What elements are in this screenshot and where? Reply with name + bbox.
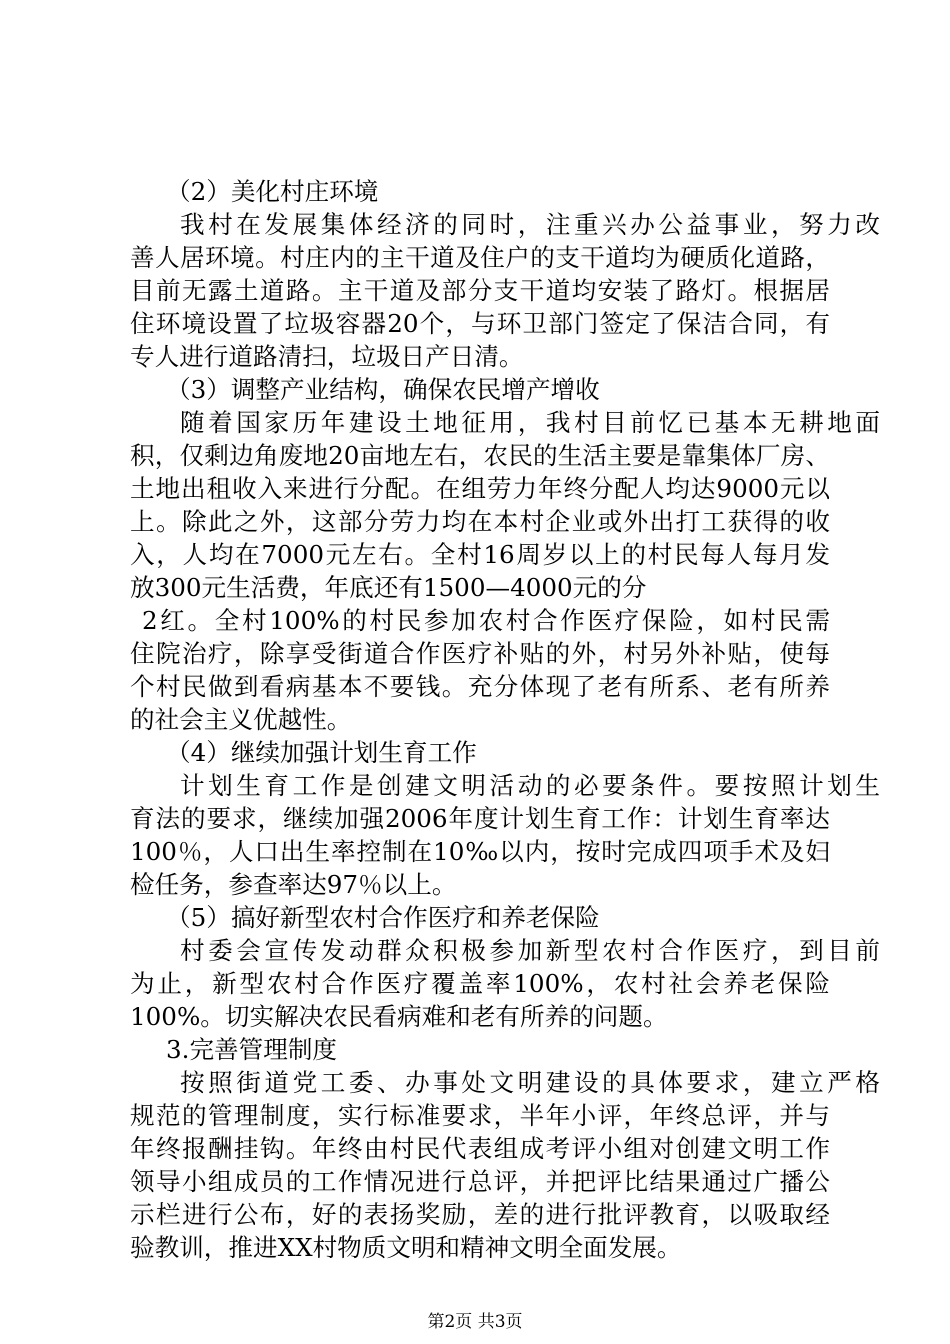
- paragraph-line: 100％，人口出生率控制在10‰以内，按时完成四项手术及妇: [130, 837, 830, 866]
- section-heading-beautify-village: （2）美化村庄环境: [166, 177, 379, 206]
- paragraph-line: 土地出租收入来进行分配。在组劳力年终分配人均达9000元以: [130, 474, 830, 503]
- paragraph-line: 年终报酬挂钩。年终由村民代表组成考评小组对创建文明工作: [130, 1134, 830, 1163]
- paragraph-line: 积，仅剩边角废地20亩地左右，农民的生活主要是靠集体厂房、: [130, 441, 830, 470]
- paragraph-line: 验教训，推进XX村物质文明和精神文明全面发展。: [130, 1233, 682, 1262]
- section-heading-management-system: 3.完善管理制度: [166, 1035, 338, 1064]
- paragraph-line: 善人居环境。村庄内的主干道及住户的支干道均为硬质化道路，: [130, 243, 830, 272]
- paragraph-line: 入，人均在7000元左右。全村16周岁以上的村民每人每月发: [130, 540, 830, 569]
- section-heading-medical-insurance: （5）搞好新型农村合作医疗和养老保险: [166, 903, 600, 932]
- paragraph-line: 我村在发展集体经济的同时，注重兴办公益事业，努力改: [180, 210, 880, 239]
- paragraph-line: 育法的要求，继续加强2006年度计划生育工作：计划生育率达: [130, 804, 830, 833]
- paragraph-line: 的社会主义优越性。: [130, 705, 352, 734]
- paragraph-line: 为止，新型农村合作医疗覆盖率100%，农村社会养老保险: [130, 969, 830, 998]
- paragraph-line: 随着国家历年建设土地征用，我村目前忆已基本无耕地面: [180, 408, 880, 437]
- page-footer: [0, 1312, 950, 1332]
- paragraph-line: 住环境设置了垃圾容器20个，与环卫部门签定了保洁合同，有: [130, 309, 830, 338]
- paragraph-line: 上。除此之外，这部分劳力均在本村企业或外出打工获得的收: [130, 507, 830, 536]
- paragraph-line: 检任务，参查率达97％以上。: [130, 870, 457, 899]
- paragraph-line: 放300元生活费，年底还有1500—4000元的分: [130, 573, 647, 602]
- paragraph-line: 规范的管理制度，实行标准要求，半年小评，年终总评，并与: [130, 1101, 830, 1130]
- paragraph-line: 100%。切实解决农民看病难和老有所养的问题。: [130, 1002, 668, 1031]
- section-heading-industry-structure: （3）调整产业结构，确保农民增产增收: [166, 375, 600, 404]
- paragraph-line: 目前无露土道路。主干道及部分支干道均安装了路灯。根据居: [130, 276, 830, 305]
- paragraph-line: 计划生育工作是创建文明活动的必要条件。要按照计划生: [180, 771, 880, 800]
- section-heading-family-planning: （4）继续加强计划生育工作: [166, 738, 477, 767]
- paragraph-line: 领导小组成员的工作情况进行总评，并把评比结果通过广播公: [130, 1167, 830, 1196]
- paragraph-line: 专人进行道路清扫，垃圾日产日清。: [130, 342, 524, 371]
- paragraph-line: 示栏进行公布，好的表扬奖励，差的进行批评教育，以吸取经: [130, 1200, 830, 1229]
- paragraph-line: 住院治疗，除享受街道合作医疗补贴的外，村另外补贴，使每: [130, 639, 830, 668]
- paragraph-line: 按照街道党工委、办事处文明建设的具体要求，建立严格: [180, 1068, 880, 1097]
- paragraph-line: 村委会宣传发动群众积极参加新型农村合作医疗，到目前: [180, 936, 880, 965]
- document-body: [130, 175, 880, 1264]
- page-number-label: 第2页 共3页: [427, 1312, 523, 1332]
- paragraph-line: 个村民做到看病基本不要钱。充分体现了老有所系、老有所养: [130, 672, 830, 701]
- paragraph-line: 2红。全村100%的村民参加农村合作医疗保险，如村民需: [142, 606, 830, 635]
